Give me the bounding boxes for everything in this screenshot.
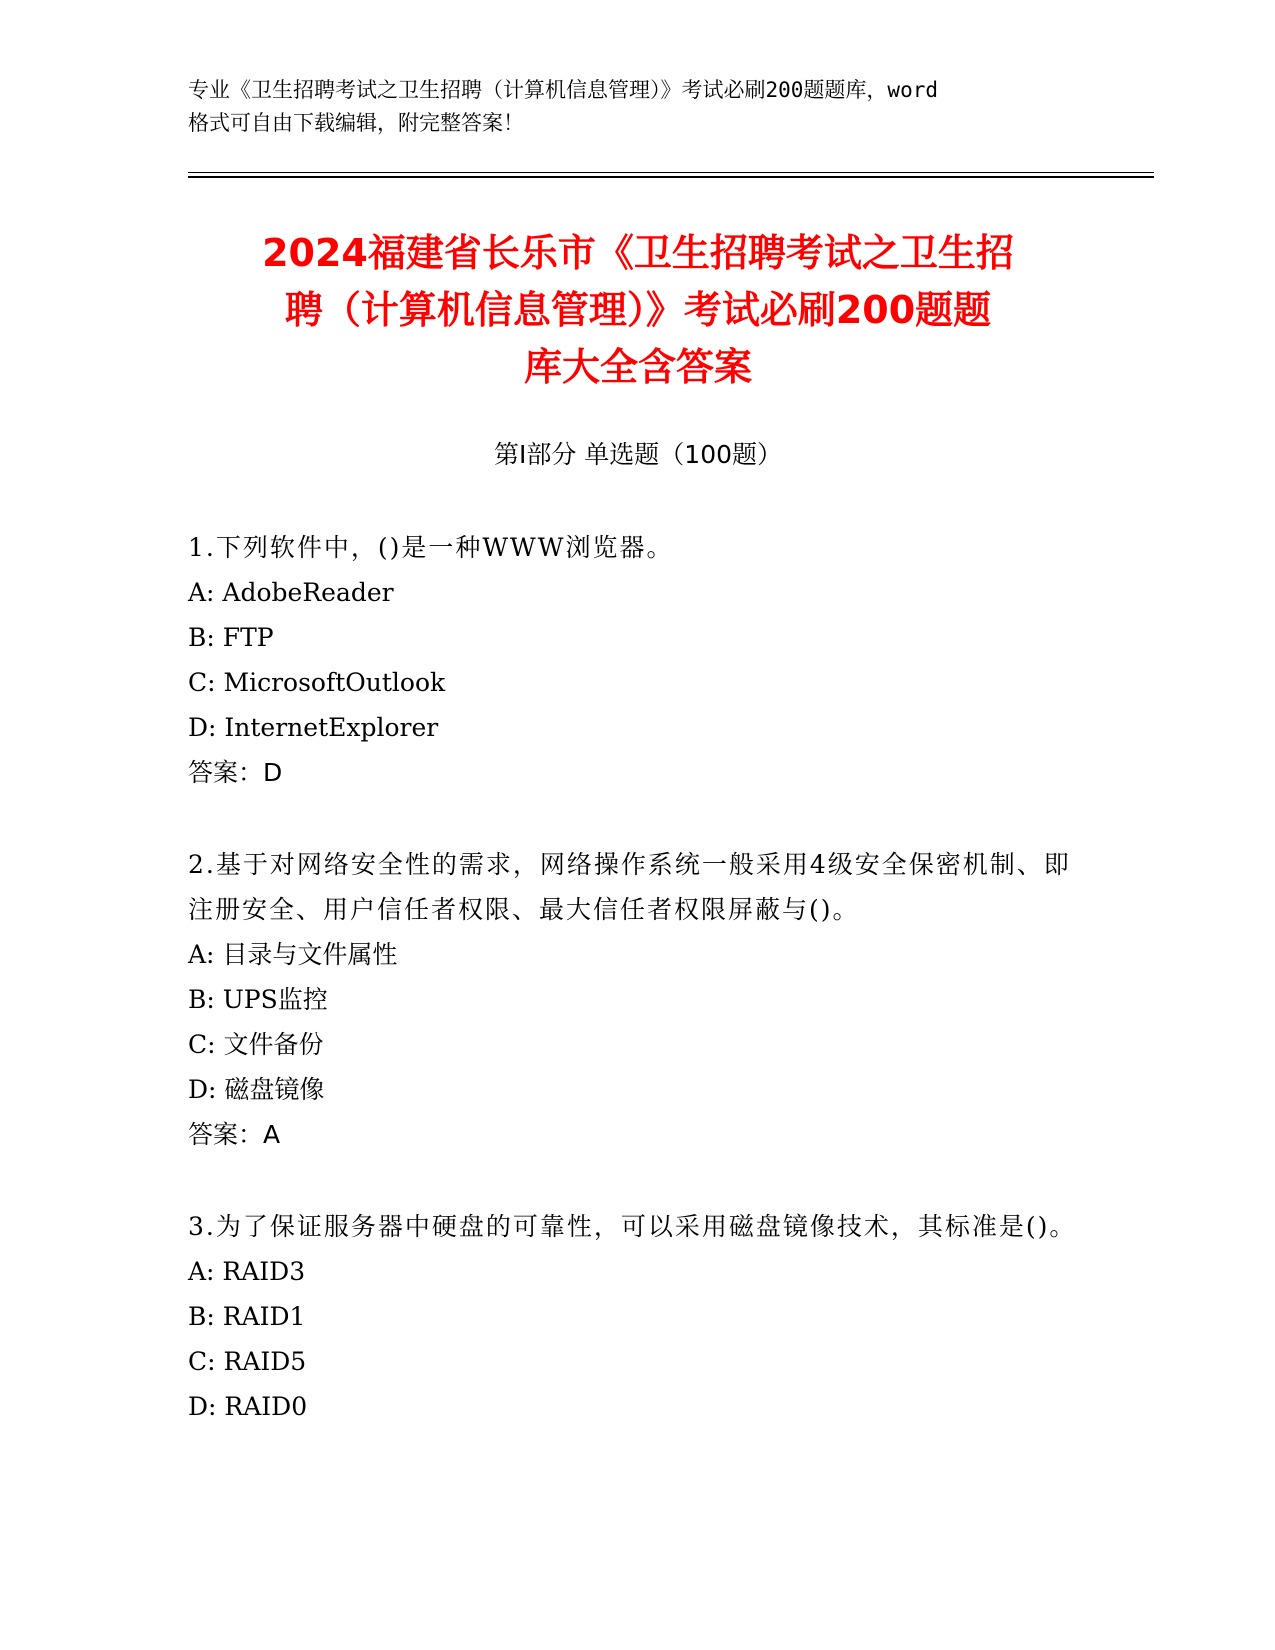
question-text: 3.为了保证服务器中硬盘的可靠性，可以采用磁盘镜像技术，其标准是()。 [188, 1212, 1077, 1241]
option-b: B: FTP [188, 623, 274, 652]
header-rule-thin [188, 172, 1154, 173]
option-c: C: RAID5 [188, 1347, 307, 1376]
option-d: D: InternetExplorer [188, 713, 439, 742]
answer: 答案：D [188, 758, 283, 787]
option-c: C: MicrosoftOutlook [188, 668, 446, 697]
option-c: C: 文件备份 [188, 1030, 324, 1059]
header-note [188, 74, 1088, 140]
option-a: A: 目录与文件属性 [188, 940, 398, 969]
question-3 [188, 1204, 1088, 1429]
option-d: D: 磁盘镜像 [188, 1075, 325, 1104]
document-title [188, 225, 1088, 396]
option-a: A: AdobeReader [188, 578, 394, 607]
question-1 [188, 525, 1088, 795]
header-note-line1: 专业《卫生招聘考试之卫生招聘（计算机信息管理）》考试必刷200题题库，word [188, 78, 938, 102]
option-d: D: RAID0 [188, 1392, 308, 1421]
option-b: B: RAID1 [188, 1302, 306, 1331]
answer: 答案：A [188, 1120, 281, 1149]
question-list [188, 525, 1088, 1476]
question-text: 1.下列软件中，()是一种WWW浏览器。 [188, 533, 674, 562]
question-text: 2.基于对网络安全性的需求，网络操作系统一般采用4级安全保密机制、即注册安全、用户信任者权限、最大信任者权限屏蔽与()。 [188, 850, 1071, 924]
option-b: B: UPS监控 [188, 985, 328, 1014]
document-title-line3: 库大全含答案 [523, 345, 752, 389]
header-note-line2: 格式可自由下载编辑，附完整答案！ [188, 111, 524, 135]
option-a: A: RAID3 [188, 1257, 306, 1286]
section-title: 第Ⅰ部分 单选题（100题） [493, 440, 783, 469]
header-rule-thick [188, 176, 1154, 178]
question-2 [188, 842, 1088, 1157]
document-title-line1: 2024福建省长乐市《卫生招聘考试之卫生招 [262, 231, 1014, 275]
document-title-line2: 聘（计算机信息管理）》考试必刷200题题 [284, 288, 992, 332]
